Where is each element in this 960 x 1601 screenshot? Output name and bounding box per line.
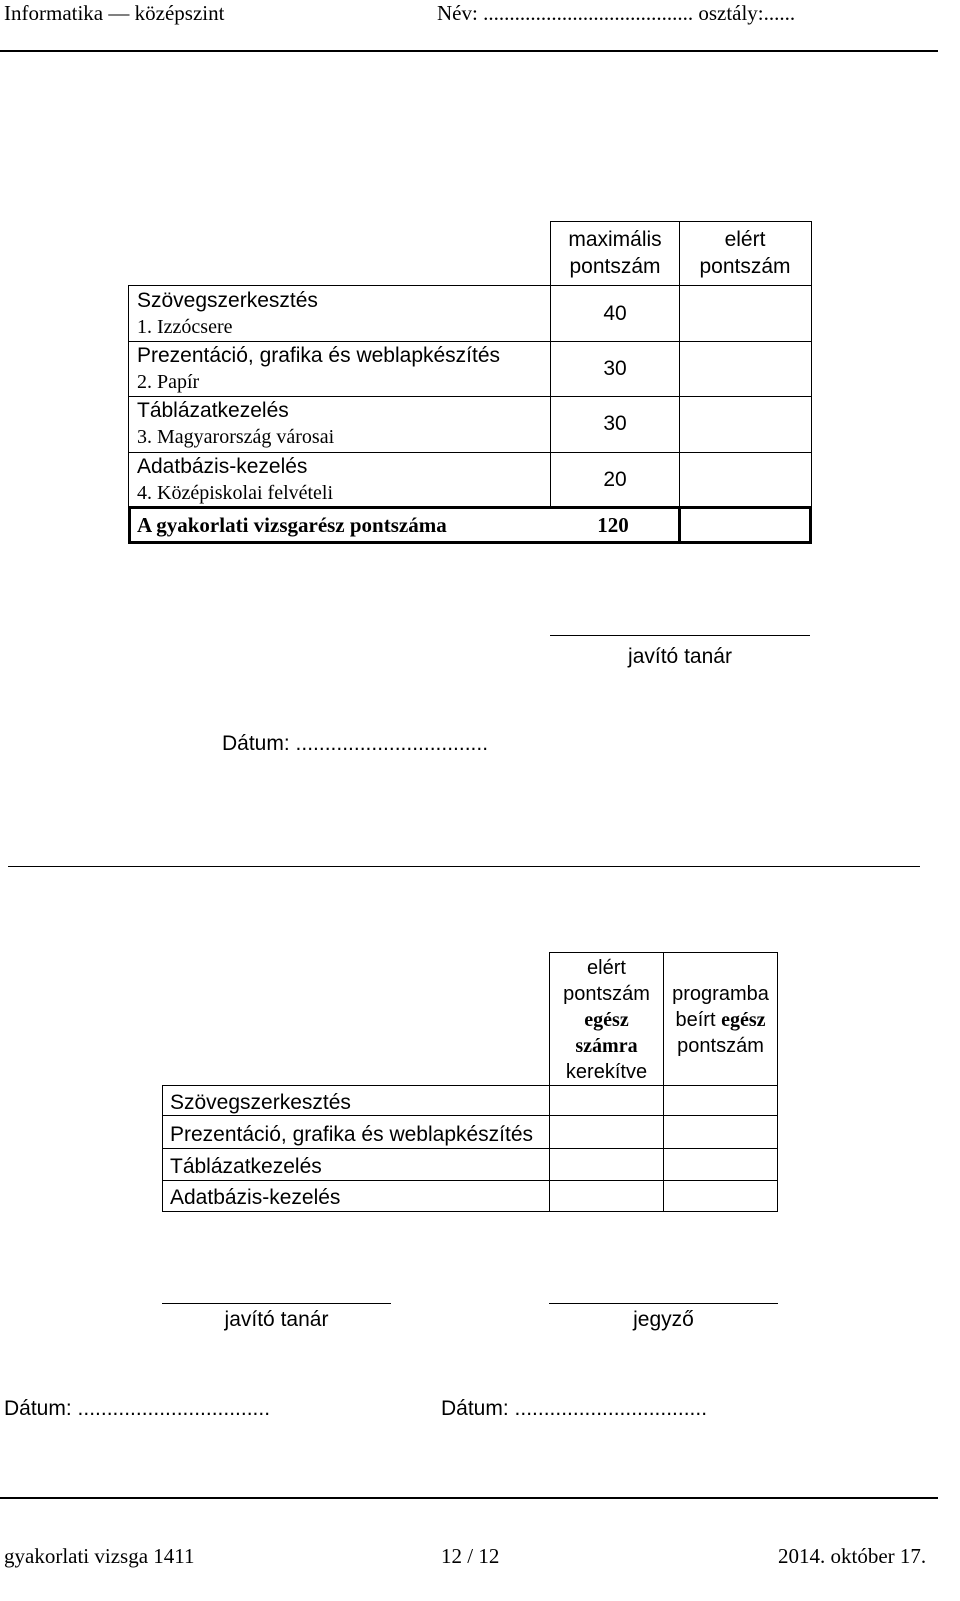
total-value: 120 — [597, 513, 629, 537]
grid-line — [777, 952, 778, 1212]
signature-line — [162, 1303, 391, 1304]
row-category: Prezentáció, grafika és weblapkészítés — [137, 344, 501, 367]
row-task: 1. Izzócsere — [137, 316, 233, 338]
footer-center: 12 / 12 — [441, 1544, 500, 1568]
row-max: 40 — [603, 302, 627, 325]
row-category: Szövegszerkesztés — [137, 289, 318, 312]
rounded-row-label: Táblázatkezelés — [170, 1155, 322, 1178]
col-header-max: maximális pontszám — [568, 228, 662, 278]
grid-line — [809, 506, 812, 544]
header-line: pontszám — [563, 983, 650, 1005]
header-rule — [0, 50, 938, 52]
header-left: Informatika — középszint — [4, 1, 225, 25]
grid-line — [162, 1148, 778, 1149]
rounded-row-label: Prezentáció, grafika és weblapkészítés — [170, 1123, 534, 1146]
grid-line — [162, 1180, 778, 1181]
header-word: beírt — [675, 1009, 716, 1031]
header-line: elért — [587, 957, 626, 979]
row-task: 2. Papír — [137, 371, 200, 393]
date-field: Dátum: ................................. — [222, 732, 489, 755]
row-category: Táblázatkezelés — [137, 399, 289, 422]
rounded-row-label: Szövegszerkesztés — [170, 1091, 351, 1114]
grid-line — [128, 541, 812, 544]
score-row — [137, 287, 318, 341]
header-line: pontszám — [677, 1035, 764, 1057]
signature-line — [549, 1303, 778, 1304]
date-field-left: Dátum: ................................. — [4, 1397, 271, 1420]
registrar-label: jegyző — [633, 1308, 694, 1331]
header-right: Név: ........................................ osztály:...... — [437, 1, 796, 25]
grid-line — [128, 285, 812, 286]
col-header-achieved: elért pontszám — [699, 228, 791, 278]
col-header-program — [664, 981, 777, 1059]
rounded-row-label: Adatbázis-kezelés — [170, 1186, 341, 1209]
header-line: egész — [584, 1009, 629, 1031]
grid-line — [679, 221, 680, 508]
footer-left: gyakorlati vizsga 1411 — [4, 1544, 195, 1568]
grid-line — [678, 506, 681, 544]
grid-line — [811, 221, 812, 508]
footer-right: 2014. október 17. — [778, 1544, 927, 1568]
date-field-right: Dátum: ................................. — [441, 1397, 708, 1420]
teacher-label: javító tanár — [224, 1308, 329, 1331]
signature-line — [550, 635, 810, 636]
row-max: 20 — [603, 468, 627, 491]
row-max: 30 — [603, 357, 627, 380]
grid-line — [162, 1085, 163, 1212]
header-line: kerekítve — [565, 1061, 648, 1083]
score-row — [137, 453, 333, 507]
signature-label: javító tanár — [628, 645, 732, 668]
row-max: 30 — [603, 412, 627, 435]
row-task: 3. Magyarország városai — [137, 426, 335, 448]
header-line — [664, 1007, 777, 1033]
header-line: számra — [575, 1035, 638, 1057]
header-word: egész — [721, 1009, 766, 1031]
col-header-rounded — [550, 955, 663, 1085]
grid-line — [550, 221, 812, 222]
section-divider — [8, 866, 920, 867]
grid-line — [128, 506, 131, 544]
row-task: 4. Középiskolai felvételi — [137, 482, 334, 504]
header-line: programba — [672, 983, 769, 1005]
score-row — [137, 397, 334, 451]
row-category: Adatbázis-kezelés — [137, 455, 308, 478]
total-label: A gyakorlati vizsgarész pontszáma — [137, 513, 447, 537]
score-row — [137, 342, 500, 396]
grid-line — [162, 1085, 778, 1086]
grid-line — [162, 1211, 778, 1212]
footer-rule — [0, 1497, 938, 1499]
